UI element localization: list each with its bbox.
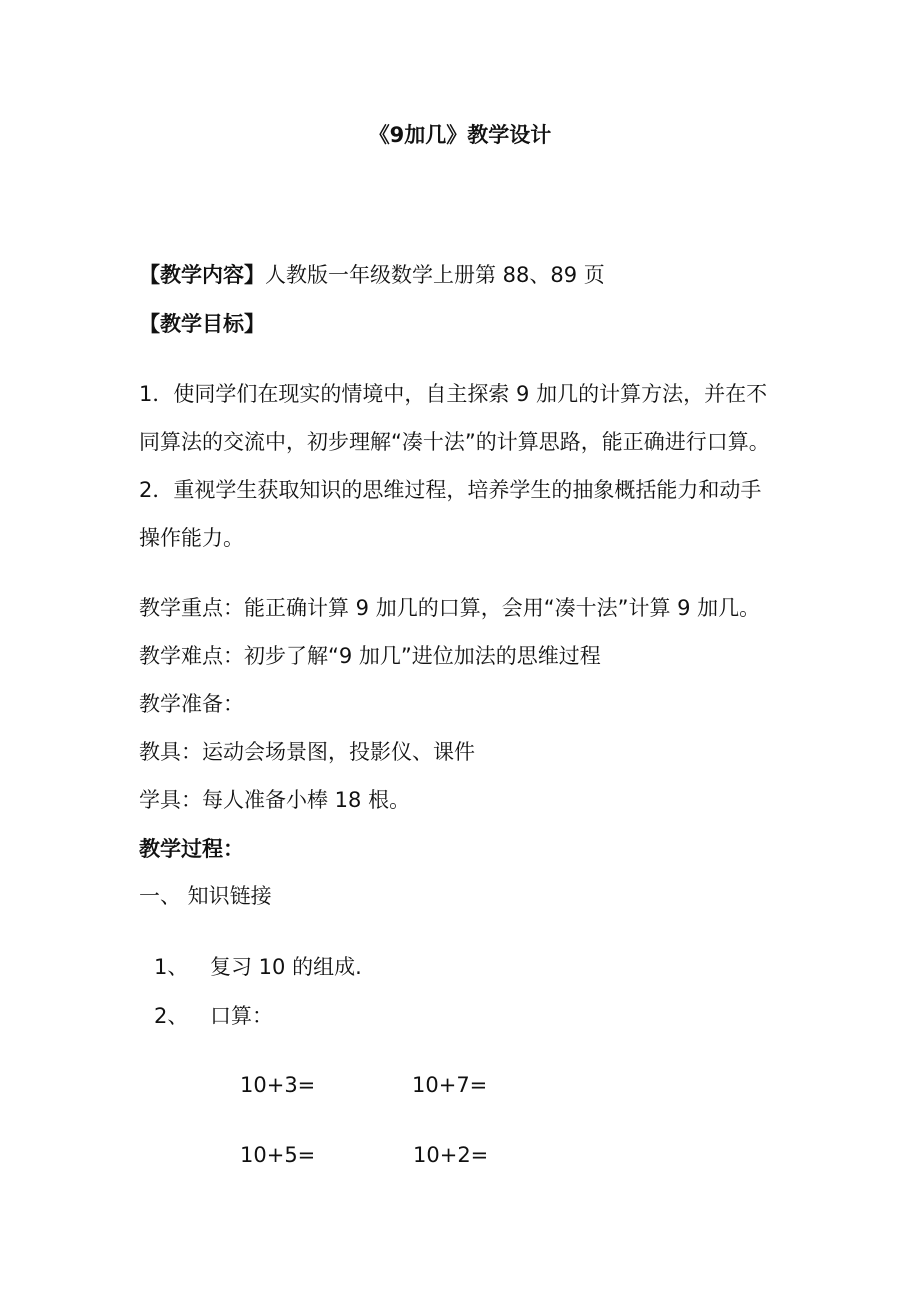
step-2-number: 2、: [154, 1004, 189, 1028]
step-1-number: 1、: [154, 955, 189, 979]
student-tools: 学具：每人准备小棒 18 根。: [139, 788, 411, 812]
teaching-content: [139, 261, 605, 289]
calc-item: 10+5=: [240, 1143, 316, 1167]
step-2: [154, 1002, 273, 1030]
goal-1-line-1: 1．使同学们在现实的情境中，自主探索 9 加几的计算方法，并在不: [139, 382, 768, 406]
teaching-content-text: 人教版一年级数学上册第 88、89 页: [265, 263, 605, 287]
calc-item: 10+2=: [413, 1143, 489, 1167]
teaching-goals-label: 【教学目标】: [139, 312, 265, 336]
calc-item: 10+7=: [412, 1073, 488, 1097]
teacher-tools: 教具：运动会场景图，投影仪、课件: [139, 740, 475, 764]
preparation-label: 教学准备：: [139, 692, 244, 716]
step-2-text: 口算：: [210, 1004, 273, 1028]
teaching-content-label: 【教学内容】: [139, 263, 265, 287]
step-1-text: 复习 10 的组成.: [210, 955, 362, 979]
calc-item: 10+3=: [240, 1073, 316, 1097]
goal-1-line-2: 同算法的交流中，初步理解“凑十法”的计算思路，能正确进行口算。: [139, 430, 770, 454]
goal-2-line-1: 2．重视学生获取知识的思维过程，培养学生的抽象概括能力和动手: [139, 478, 762, 502]
key-point: 教学重点：能正确计算 9 加几的口算，会用“凑十法”计算 9 加几。: [139, 596, 761, 620]
section-knowledge-link: 一、 知识链接: [139, 884, 272, 908]
step-1: [154, 953, 362, 981]
document-title: 《9加几》教学设计: [368, 123, 552, 147]
teaching-process-label: 教学过程：: [139, 837, 244, 861]
goal-2-line-2: 操作能力。: [139, 526, 244, 550]
difficulty: 教学难点：初步了解“9 加几”进位加法的思维过程: [139, 644, 601, 668]
